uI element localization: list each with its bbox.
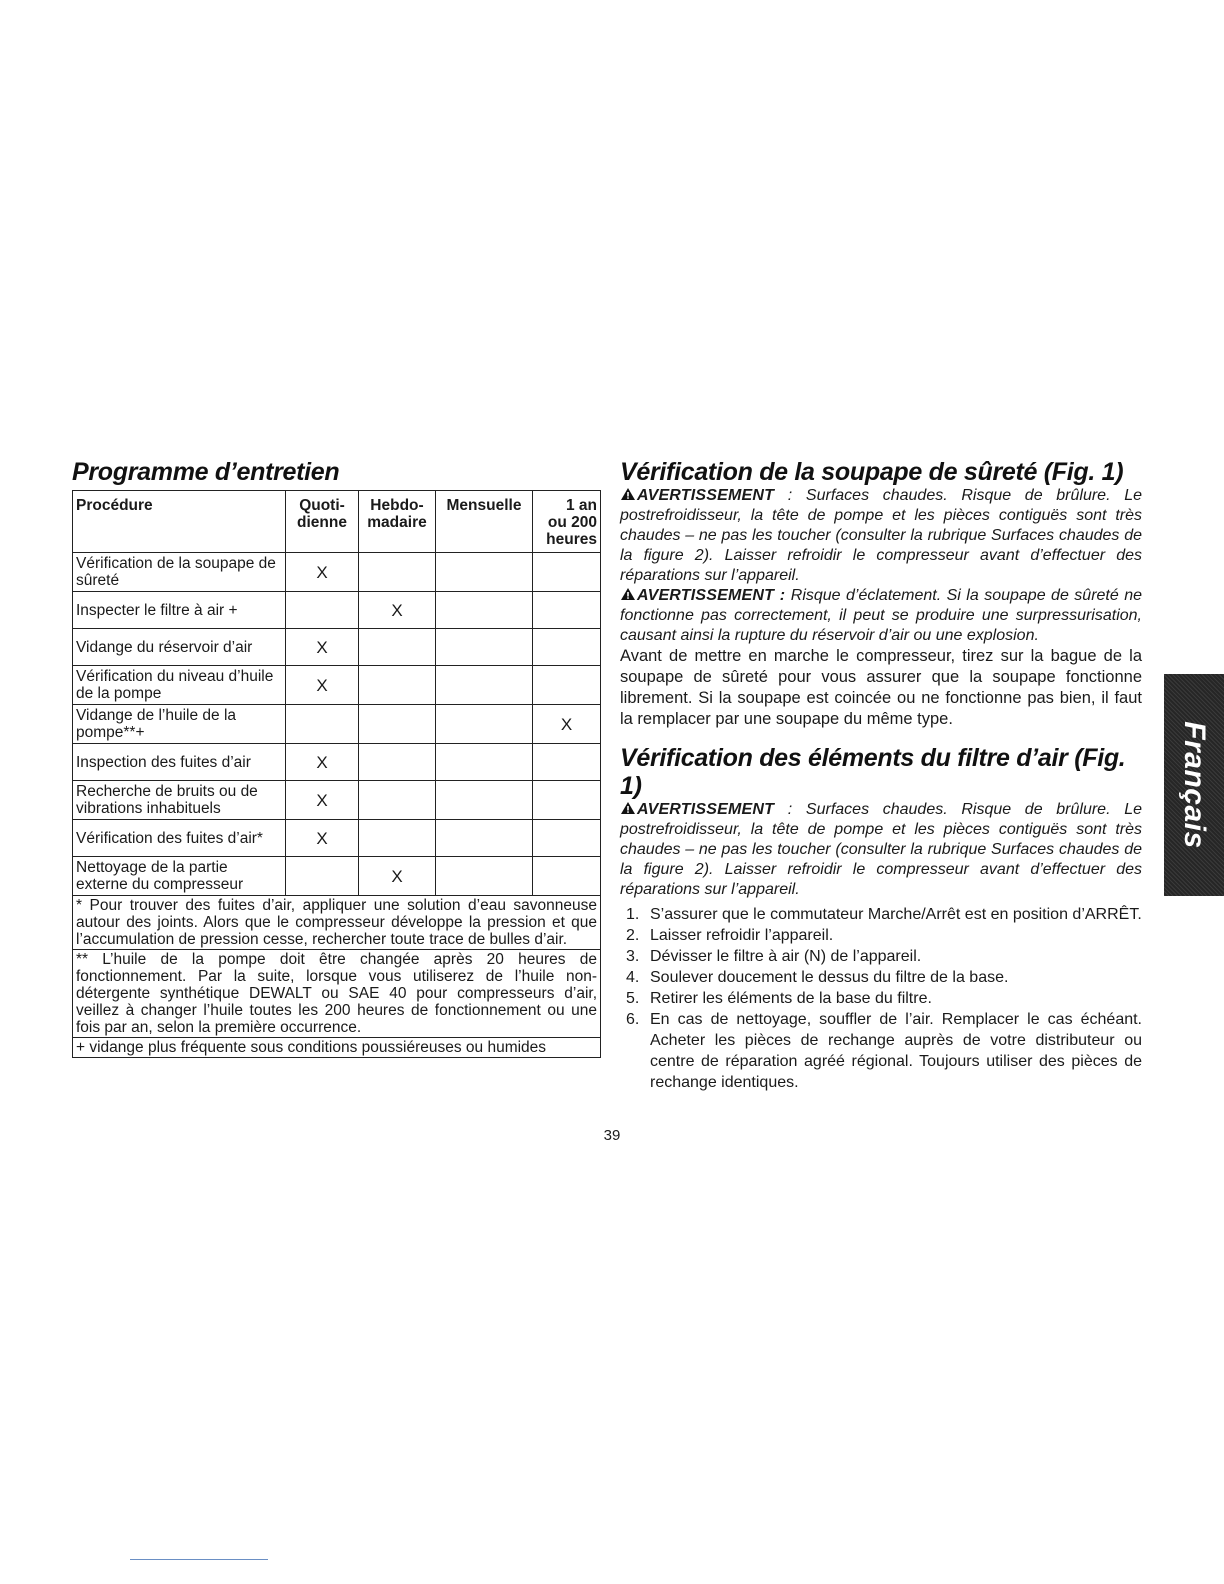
monthly-cell — [436, 666, 533, 705]
warning-icon — [620, 801, 636, 815]
hot-surface-warning — [620, 486, 1142, 586]
yearly-cell — [533, 666, 601, 705]
maintenance-table — [72, 490, 601, 1058]
yearly-cell — [533, 592, 601, 629]
step-text: Dévisser le filtre à air (N) de l’appareil. — [650, 948, 922, 965]
warning-lead: AVERTISSEMENT — [637, 487, 775, 504]
yearly-cell — [533, 857, 601, 896]
table-header-row — [73, 491, 601, 553]
hot-surface-warning-2 — [620, 800, 1142, 900]
monthly-cell — [436, 820, 533, 857]
step-text: Soulever doucement le dessus du filtre de la base. — [650, 969, 1009, 986]
table-row — [73, 592, 601, 629]
air-filter-title: Vérification des éléments du filtre d’air (Fig. 1) — [620, 744, 1126, 800]
monthly-cell — [436, 629, 533, 666]
header-weekly — [359, 491, 436, 553]
language-tab — [1164, 674, 1224, 896]
warning-text: : Surfaces chaudes. Risque de brûlure. Le postrefroidisseur, la tête de pompe et les pièces contiguës sont très chaudes – ne pas les toucher (consulter la rubrique Surfaces chaudes de la figure 2). Laisser refroidir le compresseur avant d’effectuer des réparations sur l’appareil. — [620, 487, 1142, 584]
list-item — [620, 988, 1142, 1009]
header-daily-label: Quoti- dienne — [297, 497, 347, 531]
language-tab-label: Français — [1178, 721, 1211, 849]
list-item — [620, 946, 1142, 967]
warning-lead: AVERTISSEMENT — [637, 801, 775, 818]
weekly-cell: X — [359, 857, 436, 896]
warning-lead: AVERTISSEMENT : — [637, 587, 786, 604]
right-column — [620, 458, 1142, 1093]
table-note-row — [73, 896, 601, 950]
daily-cell — [286, 592, 359, 629]
safety-valve-title: Vérification de la soupape de sûreté (Fig. 1) — [620, 458, 1124, 486]
step-text: Retirer les éléments de la base du filtre. — [650, 990, 932, 1007]
daily-cell — [286, 857, 359, 896]
header-weekly-label: Hebdo- madaire — [367, 497, 427, 531]
yearly-cell — [533, 744, 601, 781]
procedure-cell: Inspection des fuites d’air — [73, 744, 286, 781]
header-monthly: Mensuelle — [436, 491, 533, 553]
procedure-cell: Nettoyage de la partie externe du compresseur — [73, 857, 286, 896]
header-yearly — [533, 491, 601, 553]
note-dusty-conditions: + vidange plus fréquente sous conditions poussiéreuses ou humides — [73, 1038, 601, 1058]
table-row — [73, 666, 601, 705]
procedure-cell: Vérification du niveau d’huile de la pompe — [73, 666, 286, 705]
daily-cell: X — [286, 666, 359, 705]
maintenance-title: Programme d’entretien — [72, 458, 340, 486]
step-number: 1. — [626, 906, 640, 923]
monthly-cell — [436, 781, 533, 820]
burst-warning — [620, 586, 1142, 646]
warning-icon — [620, 487, 636, 501]
yearly-cell — [533, 553, 601, 592]
table-note-row — [73, 950, 601, 1038]
table-row — [73, 820, 601, 857]
list-item — [620, 967, 1142, 988]
weekly-cell — [359, 553, 436, 592]
maintenance-schedule — [72, 458, 600, 1058]
warning-text: : Surfaces chaudes. Risque de brûlure. Le postrefroidisseur, la tête de pompe et les pièces contiguës sont très chaudes – ne pas les toucher (consulter la rubrique Surfaces chaudes de la figure 2). Laisser refroidir le compresseur avant d’effectuer des réparations sur l’appareil. — [620, 801, 1142, 898]
step-number: 6. — [626, 1011, 640, 1028]
monthly-cell — [436, 592, 533, 629]
step-text: En cas de nettoyage, souffler de l’air. Remplacer le cas échéant. Acheter les pièces de rechange auprès de votre distributeur ou centre de réparation agréé régional. Toujours utiliser des pièces de rechange identiques. — [650, 1011, 1142, 1091]
yearly-cell — [533, 820, 601, 857]
table-row — [73, 629, 601, 666]
table-row — [73, 781, 601, 820]
daily-cell: X — [286, 629, 359, 666]
air-filter-steps — [620, 904, 1142, 1093]
list-item — [620, 925, 1142, 946]
procedure-cell: Vérification des fuites d’air* — [73, 820, 286, 857]
weekly-cell — [359, 820, 436, 857]
procedure-cell: Vidange du réservoir d’air — [73, 629, 286, 666]
header-yearly-label: 1 an ou 200 heures — [546, 497, 597, 548]
monthly-cell — [436, 744, 533, 781]
step-text: S’assurer que le commutateur Marche/Arrêt est en position d’ARRÊT. — [650, 906, 1142, 923]
procedure-cell: Vérification de la soupape de sûreté — [73, 553, 286, 592]
header-procedure: Procédure — [73, 491, 286, 553]
list-item — [620, 904, 1142, 925]
step-number: 5. — [626, 990, 640, 1007]
procedure-cell: Recherche de bruits ou de vibrations inhabituels — [73, 781, 286, 820]
table-row — [73, 857, 601, 896]
yearly-cell — [533, 629, 601, 666]
weekly-cell — [359, 781, 436, 820]
daily-cell: X — [286, 820, 359, 857]
procedure-cell: Inspecter le filtre à air + — [73, 592, 286, 629]
step-number: 3. — [626, 948, 640, 965]
yearly-cell — [533, 781, 601, 820]
note-air-leaks: * Pour trouver des fuites d’air, appliquer une solution d’eau savonneuse autour des joints. Alors que le compresseur développe la pression et que l’accumulation de pression cesse, rechercher toute trace de bulles d’air. — [73, 896, 601, 950]
step-text: Laisser refroidir l’appareil. — [650, 927, 834, 944]
step-number: 2. — [626, 927, 640, 944]
warning-icon — [620, 587, 636, 601]
daily-cell: X — [286, 781, 359, 820]
table-row — [73, 553, 601, 592]
safety-valve-body: Avant de mettre en marche le compresseur, tirez sur la bague de la soupape de sûreté pour vous assurer que la soupape fonctionne librement. Si la soupape est coincée ou ne fonctionne pas bien, il faut la remplacer par une soupape du même type. — [620, 647, 1142, 728]
weekly-cell — [359, 744, 436, 781]
note-oil-change: ** L’huile de la pompe doit être changée après 20 heures de fonctionnement. Par la suite, lorsque vous utiliserez de l’huile non-détergente synthétique DEWALT ou SAE 40 pour compresseurs d’air, veillez à changer l’huile toutes les 200 heures de fonctionnement ou une fois par an, selon la première occurrence. — [73, 950, 601, 1038]
daily-cell — [286, 705, 359, 744]
step-number: 4. — [626, 969, 640, 986]
yearly-cell: X — [533, 705, 601, 744]
monthly-cell — [436, 857, 533, 896]
footnote-rule — [130, 1559, 268, 1560]
table-row — [73, 744, 601, 781]
daily-cell: X — [286, 744, 359, 781]
weekly-cell — [359, 705, 436, 744]
weekly-cell — [359, 629, 436, 666]
list-item — [620, 1009, 1142, 1093]
monthly-cell — [436, 553, 533, 592]
table-note-row — [73, 1038, 601, 1058]
table-row — [73, 705, 601, 744]
warning-text: Risque d’éclatement. Si la soupape de sûreté ne fonctionne pas correctement, il peut se produire une surpressurisation, causant ainsi la rupture du réservoir d’air ou une explosion. — [620, 587, 1143, 644]
monthly-cell — [436, 705, 533, 744]
procedure-cell: Vidange de l’huile de la pompe**+ — [73, 705, 286, 744]
weekly-cell: X — [359, 592, 436, 629]
daily-cell: X — [286, 553, 359, 592]
weekly-cell — [359, 666, 436, 705]
page-number: 39 — [603, 1127, 621, 1144]
header-daily — [286, 491, 359, 553]
